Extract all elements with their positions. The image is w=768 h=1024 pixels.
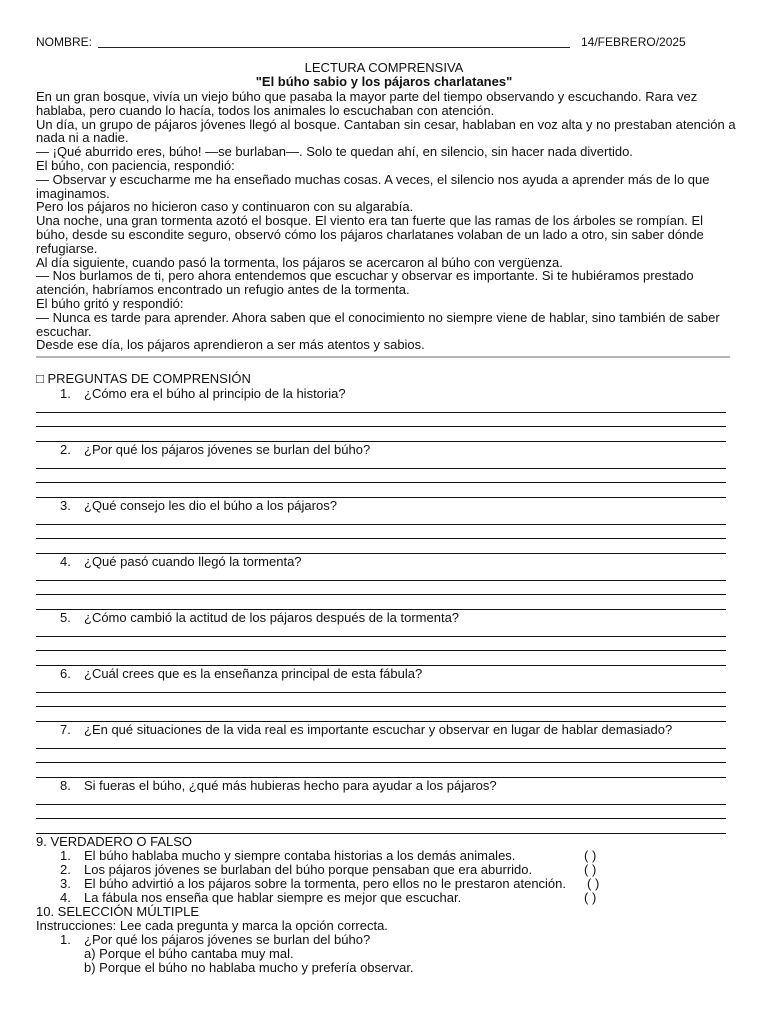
item-number: 3. [60, 876, 71, 891]
answer-line[interactable] [36, 748, 726, 749]
answer-line[interactable] [36, 426, 726, 427]
paragraph: El búho, con paciencia, respondió: [36, 157, 235, 173]
answer-box[interactable]: ( ) [584, 848, 597, 863]
item-text: El búho advirtió a los pájaros sobre la tormenta, pero ellos no le prestaron atención. [84, 876, 567, 891]
answer-line[interactable] [36, 594, 726, 595]
name-field-line[interactable] [98, 47, 570, 48]
answer-line[interactable] [36, 818, 726, 819]
answer-line[interactable] [36, 524, 726, 525]
answer-line[interactable] [36, 412, 726, 413]
answer-box[interactable]: ( ) [584, 890, 597, 905]
mc-option[interactable]: b) Porque el búho no hablaba mucho y prefería observar. [84, 960, 414, 975]
question-number: 1. [60, 386, 71, 401]
paragraph: El búho gritó y respondió: [36, 295, 184, 311]
true-false-heading: 9. VERDADERO O FALSO [36, 834, 193, 849]
reading-text [36, 90, 736, 352]
answer-line[interactable] [36, 650, 726, 651]
paragraph: En un gran bosque, vivía un viejo búho que pasaba la mayor parte del tiempo observando y escuchando. Rara vez hablaba, pero cuando lo hacía, todos los animales lo escuchaban con atención. [36, 89, 698, 118]
question-text: ¿Por qué los pájaros jóvenes se burlan del búho? [84, 442, 371, 457]
item-text: El búho hablaba mucho y siempre contaba historias a los demás animales. [84, 848, 516, 863]
answer-line[interactable] [36, 580, 726, 581]
paragraph: Al día siguiente, cuando pasó la tormenta, los pájaros se acercaron al búho con vergüenza. [36, 254, 563, 270]
question-number: 4. [60, 554, 71, 569]
paragraph: — ¡Qué aburrido eres, búho! —se burlaban—. Solo te quedan ahí, en silencio, sin hacer nada divertido. [36, 144, 633, 160]
question-number: 7. [60, 722, 71, 737]
name-label: NOMBRE: [36, 35, 93, 49]
worksheet-heading: LECTURA COMPRENSIVA [304, 60, 464, 75]
question-text: ¿Qué pasó cuando llegó la tormenta? [84, 554, 302, 569]
answer-box[interactable]: ( ) [584, 862, 597, 877]
multiple-choice-heading: 10. SELECCIÓN MÚLTIPLE [36, 904, 200, 919]
item-number: 1. [60, 848, 71, 863]
mc-option[interactable]: a) Porque el búho cantaba muy mal. [84, 946, 294, 961]
questions-heading-label: PREGUNTAS DE COMPRENSIÓN [47, 371, 251, 386]
header [36, 35, 736, 51]
answer-line[interactable] [36, 804, 726, 805]
question-text: ¿En qué situaciones de la vida real es importante escuchar y observar en lugar de hablar demasiado? [84, 722, 673, 737]
mc-question-number: 1. [60, 932, 71, 947]
answer-line[interactable] [36, 482, 726, 483]
question-text: ¿Qué consejo les dio el búho a los pájaros? [84, 498, 337, 513]
questions-heading [36, 371, 251, 386]
answer-line[interactable] [36, 636, 726, 637]
paragraph: — Observar y escucharme me ha enseñado muchas cosas. A veces, el silencio nos ayuda a aprender más de lo que imaginamos. [36, 171, 710, 201]
answer-line[interactable] [36, 762, 726, 763]
item-number: 4. [60, 890, 71, 905]
mc-question-text: ¿Por qué los pájaros jóvenes se burlan del búho? [84, 932, 371, 947]
story-title: "El búho sabio y los pájaros charlatanes" [255, 74, 513, 89]
question-text: ¿Cuál crees que es la enseñanza principal de esta fábula? [84, 666, 423, 681]
question-number: 3. [60, 498, 71, 513]
multiple-choice-instructions: Instrucciones: Lee cada pregunta y marca la opción correcta. [36, 918, 388, 933]
item-text: Los pájaros jóvenes se burlaban del búho porque pensaban que era aburrido. [84, 862, 533, 877]
answer-line[interactable] [36, 706, 726, 707]
paragraph: Un día, un grupo de pájaros jóvenes llegó al bosque. Cantaban sin cesar, hablaban en voz alta y no prestaban atención a nada ni a nadie. [36, 116, 736, 146]
question-text: Si fueras el búho, ¿qué más hubieras hecho para ayudar a los pájaros? [84, 778, 497, 793]
answer-line[interactable] [36, 538, 726, 539]
question-number: 2. [60, 442, 71, 457]
question-number: 6. [60, 666, 71, 681]
answer-line[interactable] [36, 468, 726, 469]
paragraph: Una noche, una gran tormenta azotó el bosque. El viento era tan fuerte que las ramas de los árboles se rompían. El búho, desde su escondite seguro, observó cómo los pájaros charlatanes volaban de un lado a otro, sin saber dónde refugiarse. [36, 213, 704, 256]
section-divider [36, 356, 730, 358]
question-text: ¿Cómo era el búho al principio de la historia? [84, 386, 346, 401]
date: 14/FEBRERO/2025 [581, 35, 686, 49]
question-icon: □ [36, 371, 44, 386]
paragraph: — Nunca es tarde para aprender. Ahora saben que el conocimiento no siempre viene de hablar, sino también de saber escuchar. [36, 309, 720, 339]
answer-box[interactable]: ( ) [587, 876, 600, 891]
question-number: 5. [60, 610, 71, 625]
question-text: ¿Cómo cambió la actitud de los pájaros después de la tormenta? [84, 610, 460, 625]
answer-line[interactable] [36, 692, 726, 693]
paragraph: — Nos burlamos de ti, pero ahora entendemos que escuchar y observar es importante. Si te hubiéramos prestado atención, habríamos encontrado un refugio antes de la tormenta. [36, 268, 694, 298]
question-number: 8. [60, 778, 71, 793]
item-text: La fábula nos enseña que hablar siempre es mejor que escuchar. [84, 890, 462, 905]
item-number: 2. [60, 862, 71, 877]
paragraph: Desde ese día, los pájaros aprendieron a ser más atentos y sabios. [36, 337, 425, 353]
paragraph: Pero los pájaros no hicieron caso y continuaron con su algarabía. [36, 199, 414, 215]
